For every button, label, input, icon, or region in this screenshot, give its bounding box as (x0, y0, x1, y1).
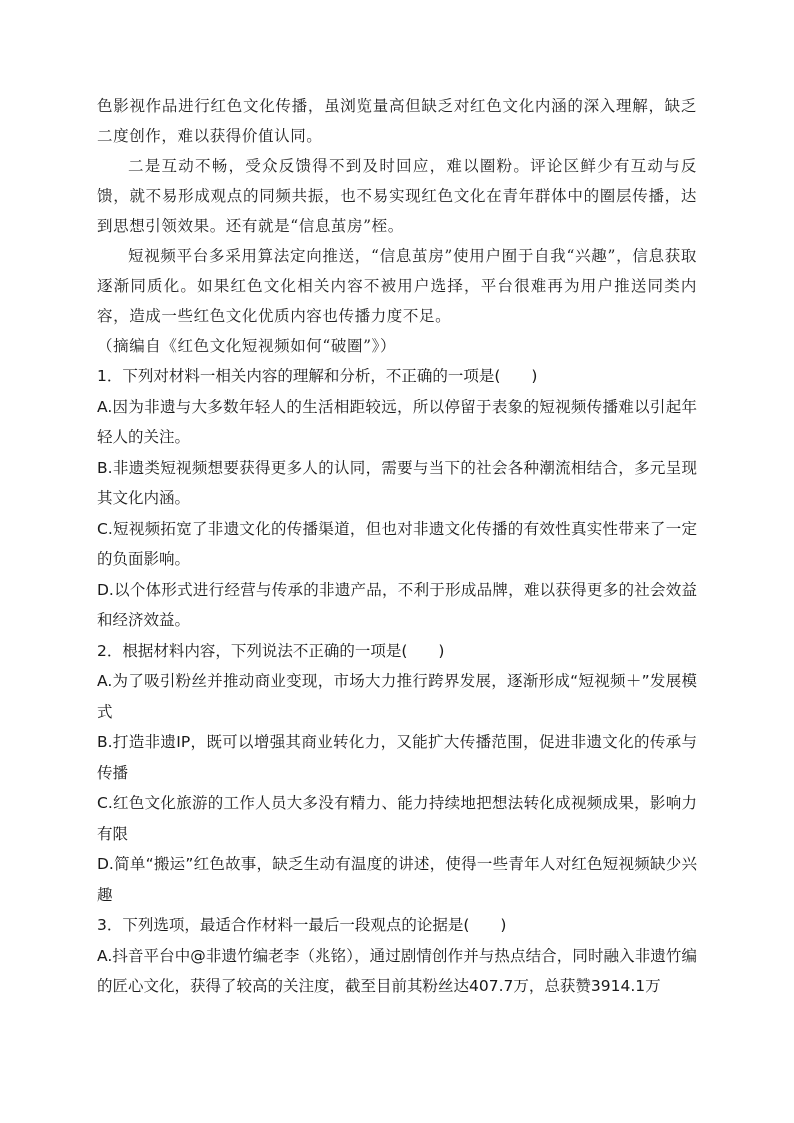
question-stem: 1．下列对材料一相关内容的理解和分析，不正确的一项是( ) (97, 367, 538, 385)
passage-paragraph-3: 短视频平台多采用算法定向推送，“信息茧房”使用户囿于自我“兴趣”，信息获取逐渐同质化。如果红色文化相关内容不被用户选择，平台很难再为用户推送同类内容，造成一些红色文化优质内容也传播力度不足。 (97, 247, 697, 325)
passage-paragraph-1: 色影视作品进行红色文化传播，虽浏览量高但缺乏对红色文化内涵的深入理解，缺乏二度创作，难以获得价值认同。 (97, 97, 697, 145)
question-option-b: B.非遗类短视频想要获得更多人的认同，需要与当下的社会各种潮流相结合，多元呈现其文化内涵。 (97, 458, 697, 507)
question-2 (97, 636, 697, 911)
question-option-a: A.因为非遗与大多数年轻人的生活相距较远，所以停留于表象的短视频传播难以引起年轻人的关注。 (97, 397, 697, 446)
question-1 (97, 361, 697, 636)
question-option-c: C.红色文化旅游的工作人员大多没有精力、能力持续地把想法转化成视频成果，影响力有限 (97, 794, 697, 843)
question-stem: 3．下列选项，最适合作材料一最后一段观点的论据是( ) (97, 916, 507, 934)
passage-paragraph-2: 二是互动不畅，受众反馈得不到及时回应，难以圈粉。评论区鲜少有互动与反馈，就不易形成观点的同频共振，也不易实现红色文化在青年群体中的圈层传播，达到思想引领效果。还有就是“信息茧房”桎。 (97, 157, 697, 235)
passage-citation: （摘编自《红色文化短视频如何“破圈”》） (97, 337, 397, 355)
question-option-b: B.打造非遗IP，既可以增强其商业转化力，又能扩大传播范围，促进非遗文化的传承与传播 (97, 733, 697, 782)
question-option-d: D.简单“搬运”红色故事，缺乏生动有温度的讲述，使得一些青年人对红色短视频缺少兴趣 (97, 855, 697, 904)
question-3 (97, 910, 697, 1002)
question-list (97, 361, 697, 1002)
page-content (97, 91, 697, 1002)
reading-passage (97, 91, 697, 361)
question-stem: 2．根据材料内容，下列说法不正确的一项是( ) (97, 641, 445, 660)
question-option-d: D.以个体形式进行经营与传承的非遗产品，不利于形成品牌，难以获得更多的社会效益和经济效益。 (97, 580, 697, 629)
question-option-c: C.短视频拓宽了非遗文化的传播渠道，但也对非遗文化传播的有效性真实性带来了一定的负面影响。 (97, 519, 697, 568)
question-option-a: A.抖音平台中@非遗竹编老李（兆铭），通过剧情创作并与热点结合，同时融入非遗竹编的匠心文化，获得了较高的关注度，截至目前其粉丝达407.7万，总获赞3914.1万 (97, 946, 697, 995)
question-option-a: A.为了吸引粉丝并推动商业变现，市场大力推行跨界发展，逐渐形成“短视频＋”发展模式 (97, 672, 697, 721)
